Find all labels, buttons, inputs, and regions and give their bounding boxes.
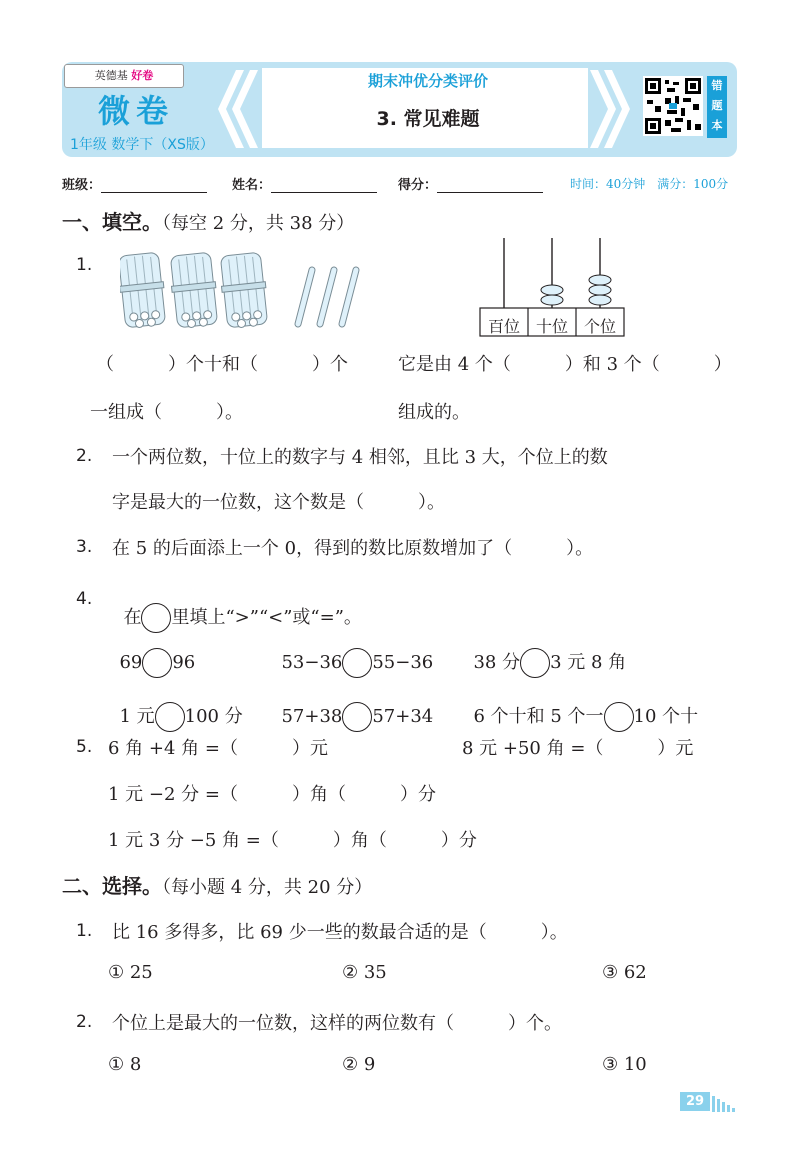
section-2-title: 二、选择。 — [62, 874, 162, 898]
q5-item-b: 8 元 +50 角 =（ ）元 — [462, 738, 694, 759]
section-1-note: （每空 2 分，共 38 分） — [162, 213, 355, 234]
q1-number: 1. — [76, 255, 93, 275]
class-input[interactable] — [101, 178, 207, 193]
q4-compare-item — [108, 627, 195, 678]
wrong-book-tag — [707, 76, 727, 138]
page-number: 29 — [680, 1092, 710, 1111]
compare-left: 69 — [119, 652, 143, 673]
abacus-bead — [589, 295, 611, 305]
q4-compare-item — [462, 627, 626, 678]
compare-left: 38 分 — [473, 652, 521, 673]
compare-right: 10 个十 — [633, 706, 699, 727]
abacus-label-ones: 个位 — [583, 317, 616, 336]
compare-right: 57+34 — [372, 706, 434, 727]
score-label: 得分： — [398, 178, 438, 193]
q4-text-b: 里填上“>”“<”或“=”。 — [171, 607, 362, 628]
class-label: 班级： — [62, 178, 102, 193]
compare-left: 1 元 — [119, 706, 155, 727]
q4-compare-item — [270, 681, 433, 732]
q5-item-d: 1 元 3 分 −5 角 =（ ）角（ ）分 — [108, 830, 477, 851]
page-title: 3. 常见难题 — [376, 108, 480, 130]
q4-compare-item — [108, 681, 243, 732]
series-title: 期末冲优分类评价 — [367, 72, 488, 90]
brand-sub: 好卷 — [131, 69, 154, 82]
time-info: 时间：40分钟 满分：100分 — [570, 177, 729, 191]
s2-q2-option[interactable]: ③ 10 — [602, 1054, 647, 1075]
compare-right: 3 元 8 角 — [550, 652, 627, 673]
brand-name: 英德基 — [94, 69, 128, 82]
compare-circle-input[interactable] — [142, 648, 172, 678]
q4-number: 4. — [76, 589, 93, 609]
abacus-bead — [589, 275, 611, 285]
q3-text: 在 5 的后面添上一个 0，得到的数比原数增加了（ ）。 — [112, 538, 594, 559]
s2-q2-text: 个位上是最大的一位数，这样的两位数有（ ）个。 — [112, 1013, 562, 1034]
compare-circle-input[interactable] — [342, 702, 372, 732]
q1-abacus-line2: 组成的。 — [398, 402, 470, 423]
q3-number: 3. — [76, 537, 93, 557]
grade-label: 1年级 数学下（XS版） — [70, 137, 214, 153]
q5-number: 5. — [76, 737, 93, 757]
q1-sticks-line2: 一组成（ ）。 — [90, 402, 243, 423]
q5-item-a: 6 角 +4 角 =（ ）元 — [108, 738, 328, 759]
score-field — [398, 174, 543, 193]
s2-q1-number: 1. — [76, 921, 93, 941]
compare-circle-input[interactable] — [520, 648, 550, 678]
section-1-title: 一、填空。 — [62, 210, 162, 234]
stick-bundle — [218, 252, 269, 329]
compare-right: 55−36 — [372, 652, 434, 673]
name-label: 姓名： — [232, 178, 272, 193]
s2-q1-text: 比 16 多得多，比 69 少一些的数最合适的是（ ）。 — [112, 922, 568, 943]
s2-q1-option[interactable]: ② 35 — [342, 962, 387, 983]
qr-code-icon — [643, 76, 703, 136]
wrong-book-char: 错 — [711, 79, 723, 92]
s2-q2-number: 2. — [76, 1012, 93, 1032]
section-1-heading — [62, 206, 354, 235]
q4-instruction — [112, 582, 362, 633]
q4-compare-item — [462, 681, 698, 732]
s2-q1-option[interactable]: ① 25 — [108, 962, 153, 983]
s2-q2-option[interactable]: ② 9 — [342, 1054, 376, 1075]
compare-left: 53−36 — [281, 652, 343, 673]
stick-bundle — [168, 252, 219, 329]
section-2-heading — [62, 870, 372, 899]
q2-line1: 一个两位数，十位上的数字与 4 相邻，且比 3 大，个位上的数 — [112, 447, 608, 468]
section-2-note: （每小题 4 分，共 20 分） — [162, 877, 373, 898]
s2-q2-option[interactable]: ① 8 — [108, 1054, 142, 1075]
stick-bundle — [120, 252, 168, 329]
abacus-bead — [541, 285, 563, 295]
compare-circle-input[interactable] — [155, 702, 185, 732]
q1-sticks-line1: （ ）个十和（ ）个 — [96, 354, 348, 375]
stick-bundles-illustration — [120, 250, 370, 332]
compare-left: 57+38 — [281, 706, 343, 727]
score-input[interactable] — [437, 178, 543, 193]
abacus-bead — [541, 295, 563, 305]
name-input[interactable] — [271, 178, 377, 193]
wrong-book-char: 本 — [711, 119, 723, 132]
s2-q1-option[interactable]: ③ 62 — [602, 962, 647, 983]
logo-title: 微卷 — [98, 92, 175, 130]
q2-number: 2. — [76, 446, 93, 466]
abacus-label-tens: 十位 — [535, 317, 568, 336]
compare-right: 100 分 — [184, 706, 243, 727]
q5-item-c: 1 元 −2 分 =（ ）角（ ）分 — [108, 784, 436, 805]
compare-circle-input[interactable] — [342, 648, 372, 678]
compare-circle-input[interactable] — [604, 702, 634, 732]
compare-left: 6 个十和 5 个一 — [473, 706, 604, 727]
page-bars-icon — [712, 1094, 740, 1112]
name-field — [232, 174, 377, 193]
compare-right: 96 — [172, 652, 196, 673]
q2-line2: 字是最大的一位数，这个数是（ ）。 — [112, 492, 445, 513]
abacus-label-hundreds: 百位 — [487, 317, 520, 336]
q4-text-a: 在 — [123, 607, 142, 628]
q4-compare-item — [270, 627, 433, 678]
wrong-book-char: 题 — [711, 99, 723, 112]
abacus-bead — [589, 285, 611, 295]
class-field — [62, 174, 207, 193]
q1-abacus-line1: 它是由 4 个（ ）和 3 个（ ） — [398, 354, 732, 375]
